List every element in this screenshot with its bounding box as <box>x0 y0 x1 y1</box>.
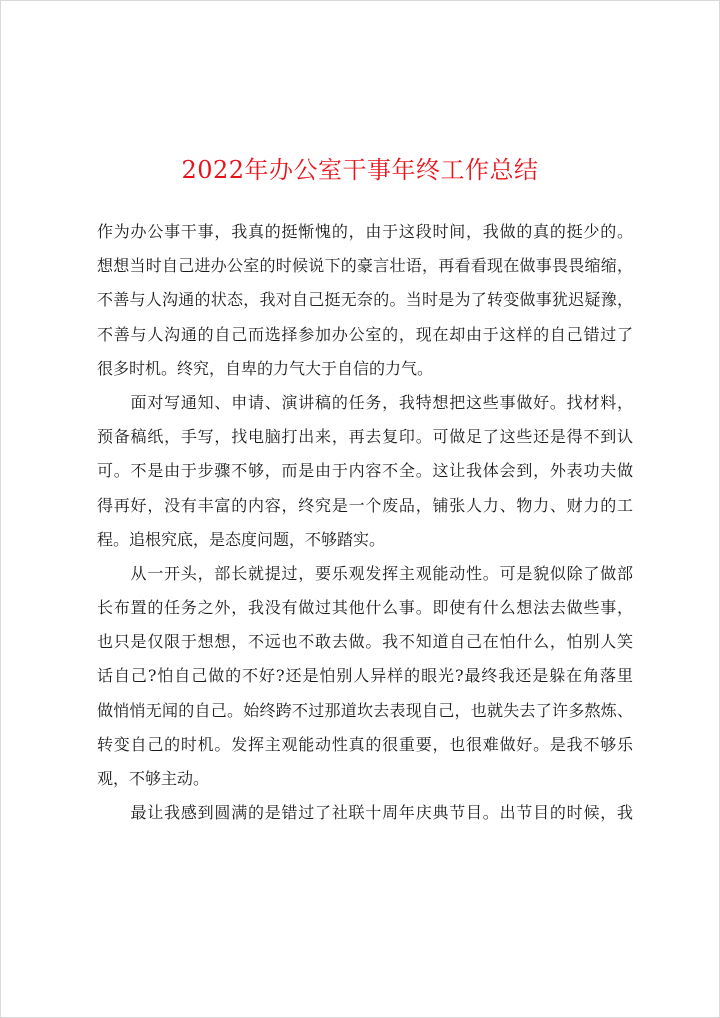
text-line: 可。不是由于步骤不够，而是由于内容不全。这让我体会到，外表功夫做 <box>97 461 633 481</box>
text-line: 面对写通知、申请、演讲稿的任务，我特想把这些事做好。找材料， <box>97 392 633 412</box>
text-line: 程。追根究底，是态度问题，不够踏实。 <box>97 529 386 549</box>
text-line: 很多时机。终究，自卑的力气大于自信的力气。 <box>97 358 434 378</box>
document-body <box>97 215 633 830</box>
text-line: 从一开头，部长就提过，要乐观发挥主观能动性。可是貌似除了做部 <box>97 563 633 583</box>
paragraph-1 <box>97 215 633 386</box>
text-line: 作为办公事干事，我真的挺惭愧的，由于这段时间，我做的真的挺少的。 <box>97 222 633 241</box>
text-line: 观，不够主动。 <box>97 769 210 788</box>
text-line: 也只是仅限于想想，不远也不敢去做。我不知道自己在怕什么，怕别人笑 <box>97 632 633 652</box>
text-line: 最让我感到圆满的是错过了社联十周年庆典节目。出节目的时候，我 <box>97 803 633 823</box>
text-line: 话自己?怕自己做的不好?还是怕别人异样的眼光?最终我还是躲在角落里 <box>97 666 633 686</box>
text-line: 不善与人沟通的自己而选择参加办公室的，现在却由于这样的自己错过了 <box>97 324 633 344</box>
paragraph-2 <box>97 386 633 557</box>
text-line: 想想当时自己进办公室的时候说下的豪言壮语，再看看现在做事畏畏缩缩， <box>97 256 633 276</box>
paragraph-4 <box>97 796 633 830</box>
text-line: 不善与人沟通的状态，我对自己挺无奈的。当时是为了转变做事犹迟疑豫， <box>97 290 633 310</box>
text-line: 得再好，没有丰富的内容，终究是一个废品，铺张人力、物力、财力的工 <box>97 495 633 515</box>
text-line: 转变自己的时机。发挥主观能动性真的很重要，也很难做好。是我不够乐 <box>97 734 633 754</box>
paragraph-3 <box>97 557 633 796</box>
text-line: 预备稿纸，手写，找电脑打出来，再去复印。可做足了这些还是得不到认 <box>97 427 633 447</box>
document-title: 2022年办公室干事年终工作总结 <box>181 156 539 184</box>
text-line: 长布置的任务之外，我没有做过其他什么事。即使有什么想法去做些事， <box>97 598 633 618</box>
text-line: 做悄悄无闻的自己。始终跨不过那道坎去表现自己，也就失去了许多熬炼、 <box>97 700 633 720</box>
